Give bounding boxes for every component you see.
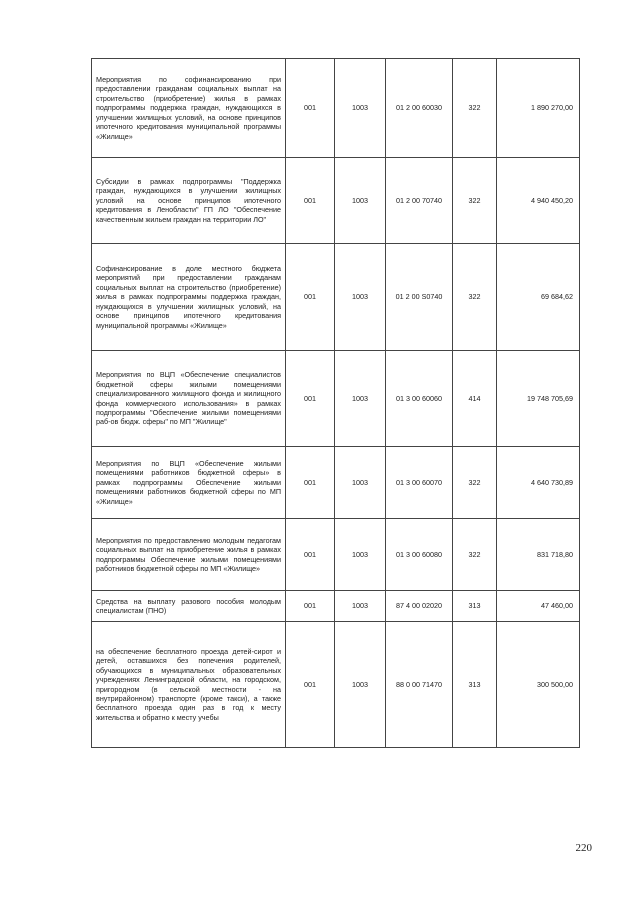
amount: 19 748 705,69 <box>497 351 580 447</box>
section-code: 1003 <box>335 59 386 158</box>
amount: 69 684,62 <box>497 244 580 351</box>
row-description: Мероприятия по предоставлению молодым педагогам социальных выплат на приобретение жилья в рамках подпрограммы Обеспечение жилыми помещениями работников бюджетной сферы по МП «Жилище» <box>92 519 286 591</box>
row-description: на обеспечение бесплатного проезда детей-сирот и детей, оставшихся без попечения родителей, обучающихся в муниципальных образовательных учреждениях Ленинградской области, на городском, пригородном (в сельской местности - на внутрирайонном) транспорте (кроме такси), а также бесплатного проезда один раз в год к месту жительства и обратно к месту учебы <box>92 622 286 748</box>
section-code: 1003 <box>335 158 386 244</box>
expense-type-code: 414 <box>453 351 497 447</box>
target-article-code: 01 3 00 60070 <box>386 447 453 519</box>
ministry-code: 001 <box>286 519 335 591</box>
expense-type-code: 322 <box>453 519 497 591</box>
row-description: Мероприятия по ВЦП «Обеспечение специалистов бюджетной сферы жилыми помещениями специализированного жилищного фонда и жилищного фонда коммерческого использования» в рамках подпрограммы "Обеспечение жилыми помещениями раб-ов бюдж. сферы" по МП "Жилище" <box>92 351 286 447</box>
section-code: 1003 <box>335 351 386 447</box>
target-article-code: 87 4 00 02020 <box>386 591 453 622</box>
ministry-code: 001 <box>286 59 335 158</box>
expense-type-code: 322 <box>453 59 497 158</box>
expense-type-code: 322 <box>453 244 497 351</box>
amount: 4 640 730,89 <box>497 447 580 519</box>
expense-type-code: 322 <box>453 158 497 244</box>
ministry-code: 001 <box>286 351 335 447</box>
amount: 300 500,00 <box>497 622 580 748</box>
table-row <box>92 622 580 748</box>
expense-type-code: 322 <box>453 447 497 519</box>
row-description: Мероприятия по софинансированию при предоставлении гражданам социальных выплат на строительство (приобретение) жилья в рамках подпрограммы поддержка граждан, нуждающихся в улучшении жилищных условий, на основе принципов ипотечного кредитования муниципальной программы «Жилище» <box>92 59 286 158</box>
section-code: 1003 <box>335 591 386 622</box>
amount: 4 940 450,20 <box>497 158 580 244</box>
ministry-code: 001 <box>286 447 335 519</box>
table-row <box>92 519 580 591</box>
ministry-code: 001 <box>286 158 335 244</box>
target-article-code: 01 3 00 60080 <box>386 519 453 591</box>
table-row <box>92 351 580 447</box>
table-row <box>92 447 580 519</box>
expense-type-code: 313 <box>453 591 497 622</box>
table-row <box>92 244 580 351</box>
table-row <box>92 59 580 158</box>
target-article-code: 01 2 00 60030 <box>386 59 453 158</box>
table-row <box>92 591 580 622</box>
ministry-code: 001 <box>286 591 335 622</box>
amount: 47 460,00 <box>497 591 580 622</box>
page-number: 220 <box>575 842 592 854</box>
target-article-code: 88 0 00 71470 <box>386 622 453 748</box>
row-description: Софинансирование в доле местного бюджета мероприятий при предоставлении гражданам социальных выплат на строительство (приобретение) жилья в рамках подпрограммы поддержка граждан, нуждающихся в улучшении жилищных условий, на основе принципов ипотечного кредитования муниципальной программы «Жилище» <box>92 244 286 351</box>
row-description: Средства на выплату разового пособия молодым специалистам (ПНО) <box>92 591 286 622</box>
row-description: Субсидии в рамках подпрограммы "Поддержка граждан, нуждающихся в улучшении жилищных условий на основе принципов ипотечного кредитования в Ленобласти" ГП ЛО "Обеспечение качественным жильем граждан на территории ЛО" <box>92 158 286 244</box>
budget-table <box>91 58 580 748</box>
amount: 1 890 270,00 <box>497 59 580 158</box>
expense-type-code: 313 <box>453 622 497 748</box>
section-code: 1003 <box>335 519 386 591</box>
target-article-code: 01 2 00 S0740 <box>386 244 453 351</box>
section-code: 1003 <box>335 622 386 748</box>
ministry-code: 001 <box>286 622 335 748</box>
target-article-code: 01 3 00 60060 <box>386 351 453 447</box>
target-article-code: 01 2 00 70740 <box>386 158 453 244</box>
table-row <box>92 158 580 244</box>
section-code: 1003 <box>335 244 386 351</box>
section-code: 1003 <box>335 447 386 519</box>
ministry-code: 001 <box>286 244 335 351</box>
row-description: Мероприятия по ВЦП «Обеспечение жилыми помещениями работников бюджетной сферы» в рамках подпрограммы Обеспечение жилыми помещениями работников бюджетной сферы по МП «Жилище» <box>92 447 286 519</box>
amount: 831 718,80 <box>497 519 580 591</box>
